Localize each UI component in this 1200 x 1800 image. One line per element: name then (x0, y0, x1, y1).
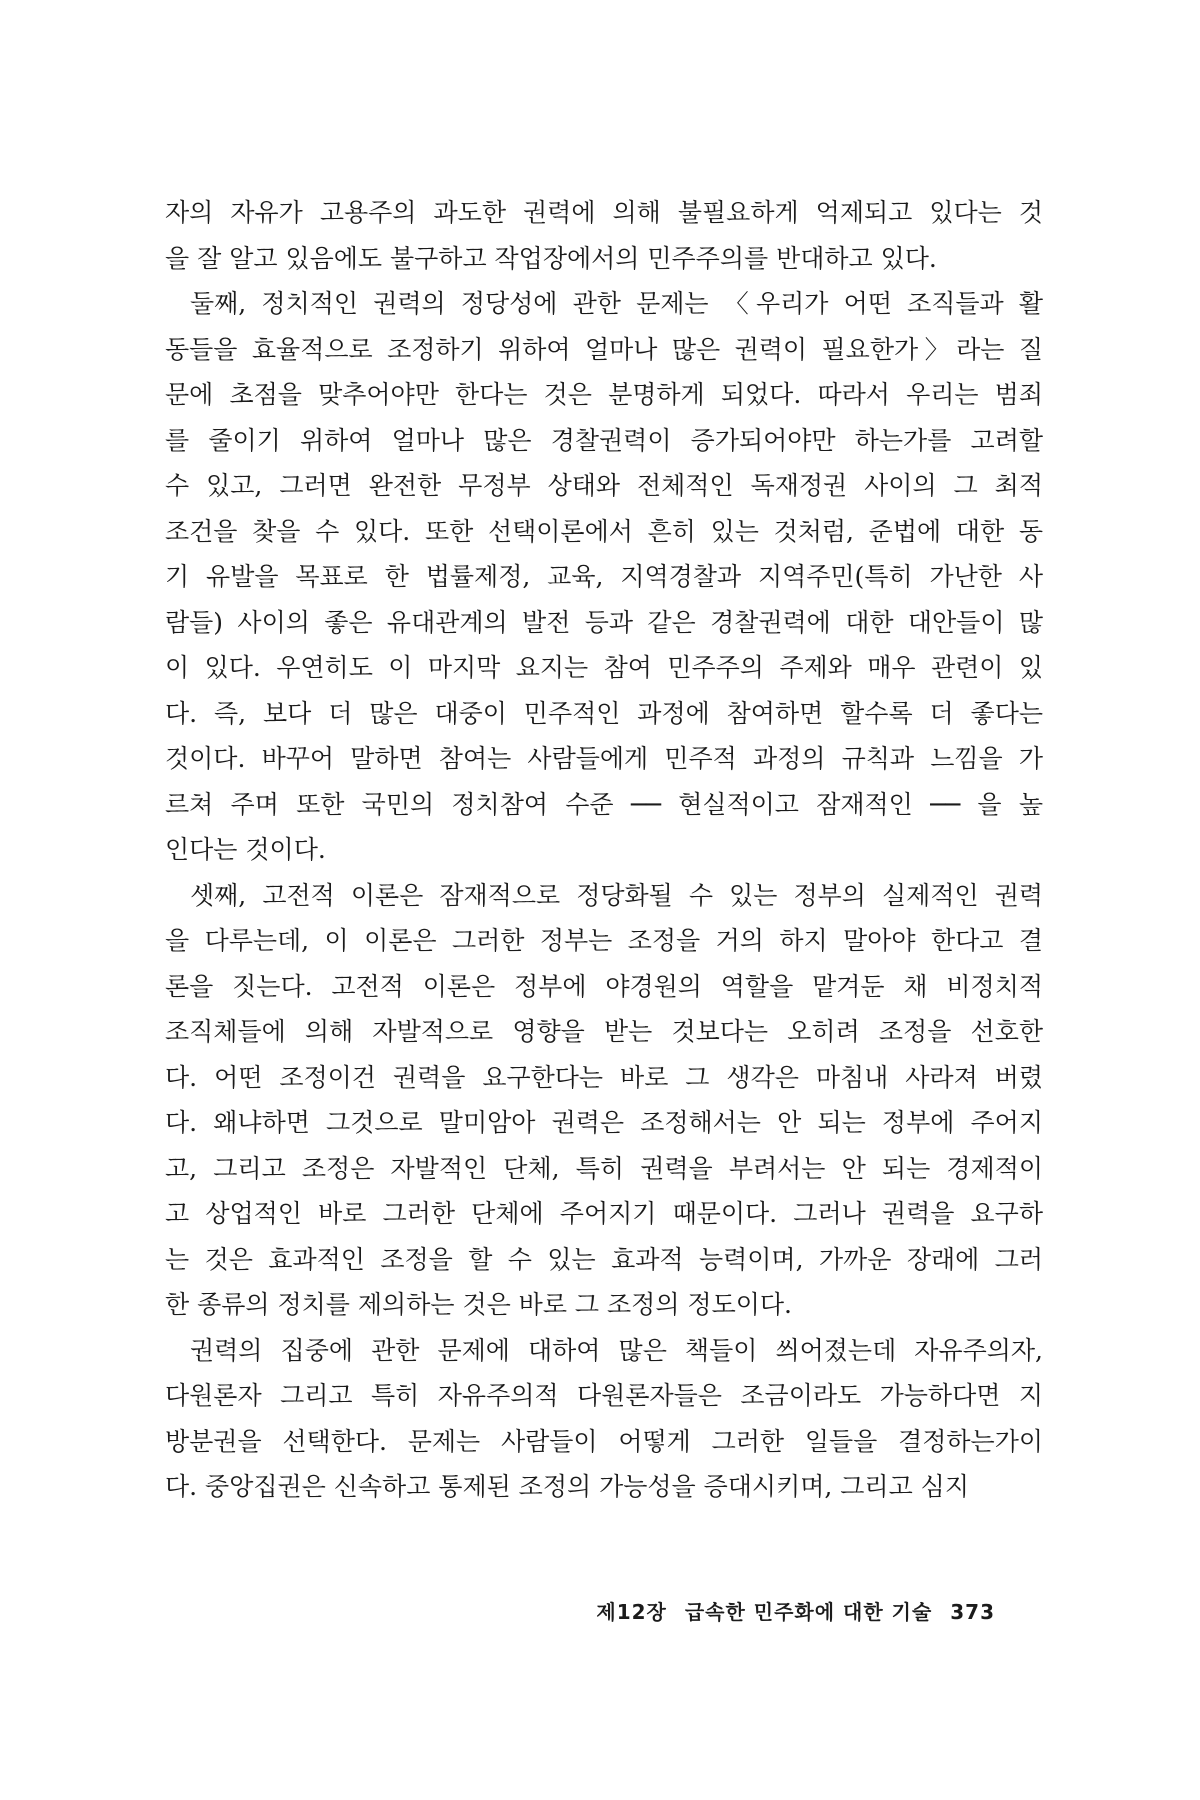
running-footer (596, 1596, 995, 1625)
footer-chapter: 제12장 (596, 1600, 667, 1624)
paragraph (165, 281, 1043, 873)
text-line: 를 줄이기 위하여 얼마나 많은 경찰권력이 증가되어야만 하는가를 고려할 (165, 425, 1043, 455)
text-line: 을 다루는데, 이 이론은 그러한 정부는 조정을 거의 하지 말아야 한다고 결 (165, 926, 1043, 955)
text-line: 조건을 찾을 수 있다. 또한 선택이론에서 흔히 있는 것처럼, 준법에 대한 동 (165, 516, 1043, 546)
page-number: 373 (950, 1600, 995, 1624)
text-line: 셋째, 고전적 이론은 잠재적으로 정당화될 수 있는 정부의 실제적인 권력 (190, 880, 1043, 910)
text-line: 다. 어떤 조정이건 권력을 요구한다는 바로 그 생각은 마침내 사라져 버렸 (165, 1062, 1043, 1092)
text-line: 것이다. 바꾸어 말하면 참여는 사람들에게 민주적 과정의 규칙과 느낌을 가 (165, 744, 1043, 773)
text-line: 고, 그리고 조정은 자발적인 단체, 특히 권력을 부려서는 안 되는 경제적이 (165, 1153, 1043, 1183)
text-line: 기 유발을 목표로 한 법률제정, 교육, 지역경찰과 지역주민(특히 가난한 사 (165, 562, 1043, 591)
paragraph (165, 1328, 1043, 1510)
text-line: 수 있고, 그러면 완전한 무정부 상태와 전체적인 독재정권 사이의 그 최적 (165, 471, 1043, 500)
text-line: 방분권을 선택한다. 문제는 사람들이 어떻게 그러한 일들을 결정하는가이 (165, 1426, 1043, 1456)
text-line: 둘째, 정치적인 권력의 정당성에 관한 문제는 〈우리가 어떤 조직들과 활 (190, 289, 1043, 318)
text-line: 이 있다. 우연히도 이 마지막 요지는 참여 민주주의 주제와 매우 관련이 있 (165, 653, 1043, 682)
text-line: 다. 왜냐하면 그것으로 말미암아 권력은 조정해서는 안 되는 정부에 주어지 (165, 1108, 1043, 1137)
text-line: 는 것은 효과적인 조정을 할 수 있는 효과적 능력이며, 가까운 장래에 그러 (165, 1244, 1043, 1274)
text-line: 동들을 효율적으로 조정하기 위하여 얼마나 많은 권력이 필요한가〉라는 질 (165, 334, 1043, 364)
footer-title: 급속한 민주화에 대한 기술 (684, 1600, 933, 1624)
text-line: 다. 중앙집권은 신속하고 통제된 조정의 가능성을 증대시키며, 그리고 심지 (165, 1472, 969, 1501)
text-line: 을 잘 알고 있음에도 불구하고 작업장에서의 민주주의를 반대하고 있다. (165, 243, 937, 273)
text-line: 론을 짓는다. 고전적 이론은 정부에 야경원의 역할을 맡겨둔 채 비정치적 (165, 971, 1043, 1001)
text-line: 권력의 집중에 관한 문제에 대하여 많은 책들이 씌어졌는데 자유주의자, (190, 1335, 1043, 1365)
text-line: 람들) 사이의 좋은 유대관계의 발전 등과 같은 경찰권력에 대한 대안들이 많 (165, 607, 1043, 637)
text-line: 르쳐 주며 또한 국민의 정치참여 수준 ── 현실적이고 잠재적인 ── 을 높 (165, 789, 1043, 819)
text-line: 조직체들에 의해 자발적으로 영향을 받는 것보다는 오히려 조정을 선호한 (165, 1017, 1043, 1046)
text-line: 고 상업적인 바로 그러한 단체에 주어지기 때문이다. 그러나 권력을 요구하 (165, 1199, 1043, 1228)
body-text (165, 190, 1043, 1510)
text-line: 자의 자유가 고용주의 과도한 권력에 의해 불필요하게 억제되고 있다는 것 (165, 198, 1043, 227)
paragraph (165, 873, 1043, 1328)
text-line: 한 종류의 정치를 제의하는 것은 바로 그 조정의 정도이다. (165, 1290, 792, 1319)
text-line: 다원론자 그리고 특히 자유주의적 다원론자들은 조금이라도 가능하다면 지 (165, 1381, 1043, 1410)
text-line: 인다는 것이다. (165, 835, 326, 864)
text-line: 다. 즉, 보다 더 많은 대중이 민주적인 과정에 참여하면 할수록 더 좋다는 (165, 698, 1043, 728)
text-line: 문에 초점을 맞추어야만 한다는 것은 분명하게 되었다. 따라서 우리는 범죄 (165, 380, 1043, 409)
paragraph (165, 190, 1043, 281)
